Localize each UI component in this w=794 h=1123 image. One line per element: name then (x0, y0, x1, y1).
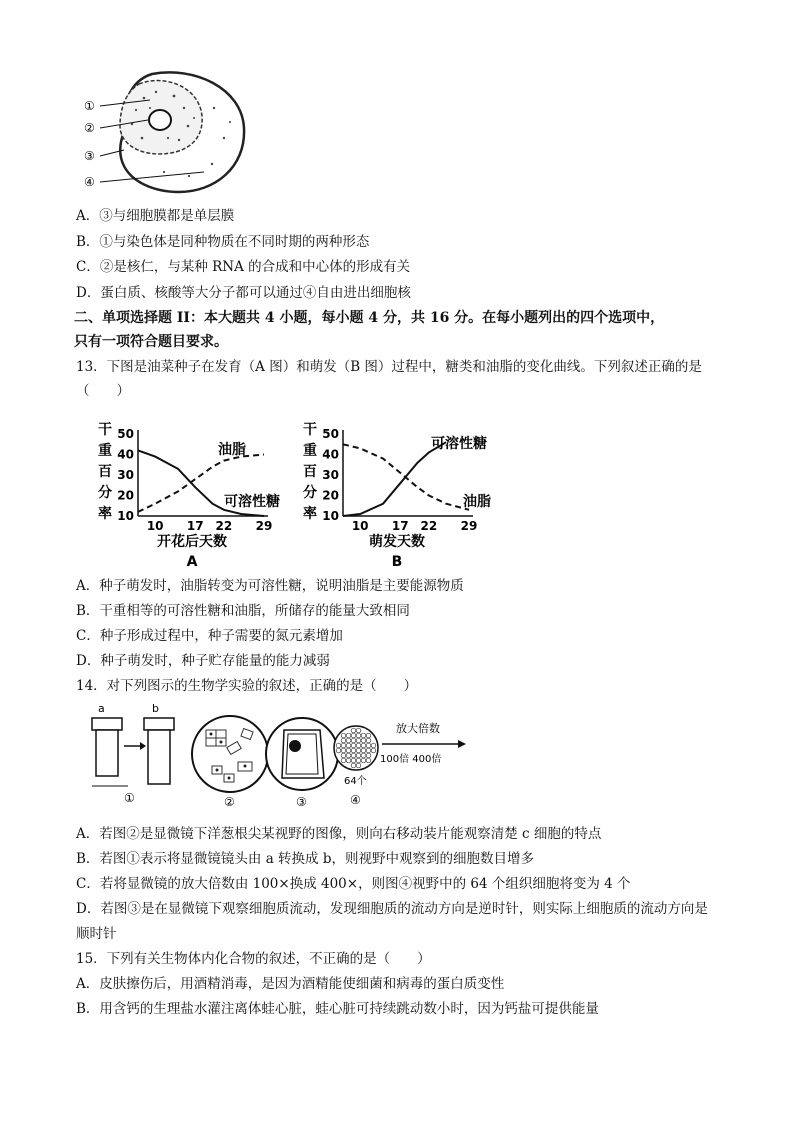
series-label: 可溶性糖 (224, 494, 280, 510)
q12-option-a: A．③与细胞膜都是单层膜 (76, 208, 235, 224)
tissue-cell (341, 743, 346, 748)
y-tick-label: 40 (322, 447, 339, 462)
tissue-cell (336, 748, 341, 753)
tissue-cell (361, 758, 366, 763)
x-tick-label: 17 (391, 519, 409, 533)
q14-option-a: A．若图②是显微镜下洋葱根尖某视野的图像，则向右移动装片能观察清楚 c 细胞的特点 (76, 826, 602, 842)
tissue-cell (346, 738, 351, 743)
tissue-cell (341, 733, 346, 738)
tissue-cell (351, 763, 356, 768)
y-axis-label-char: 率 (303, 506, 317, 522)
objective-lens-b (148, 730, 170, 784)
x-tick-label: 29 (460, 519, 478, 533)
y-tick-label: 30 (322, 468, 339, 482)
tissue-cell (361, 748, 366, 753)
q14-option-d-cont: 顺时针 (76, 926, 117, 942)
x-tick-label: 17 (186, 519, 204, 533)
tissue-cell (361, 733, 366, 738)
tissue-cell (361, 743, 366, 748)
lens-b-label: b (152, 702, 159, 715)
tissue-cell (341, 753, 346, 758)
magnification-title: 放大倍数 (396, 722, 440, 735)
x-axis-label: 开花后天数 (157, 534, 227, 550)
objective-lens-a (96, 730, 118, 776)
lens-a-label: a (98, 702, 105, 715)
tissue-cell (356, 748, 361, 753)
x-tick-label: 22 (215, 519, 233, 533)
y-tick-label: 10 (117, 509, 134, 523)
y-axis-label-char: 重 (303, 443, 317, 459)
label-3: ③ (84, 149, 95, 163)
label-2: ② (84, 121, 95, 135)
tissue-cell (366, 748, 371, 753)
fig-number-4: ④ (350, 793, 361, 807)
y-axis-label-char: 率 (98, 506, 112, 522)
series-label: 油脂 (463, 494, 491, 510)
y-tick-label: 50 (322, 427, 339, 441)
y-axis-label-char: 分 (303, 485, 317, 501)
cell-count-label: 64个 (344, 776, 367, 787)
y-axis-label-char: 百 (303, 464, 317, 480)
tissue-cell (351, 748, 356, 753)
series-label: 可溶性糖 (431, 436, 487, 452)
tissue-cell (346, 758, 351, 763)
x-tick-label: 10 (351, 519, 369, 533)
tissue-cell (366, 758, 371, 763)
q13-option-b: B．干重相等的可溶性糖和油脂，所储存的能量大致相同 (76, 603, 410, 619)
q12-option-b: B．①与染色体是同种物质在不同时期的两种形态 (76, 234, 370, 250)
tissue-cell (351, 733, 356, 738)
tissue-cell (366, 743, 371, 748)
chart-title: B (391, 554, 403, 570)
y-tick-label: 20 (322, 488, 339, 503)
y-tick-label: 50 (117, 427, 134, 441)
q13-option-a: A．种子萌发时，油脂转变为可溶性糖，说明油脂是主要能源物质 (76, 578, 464, 594)
tissue-cell (351, 753, 356, 758)
tissue-cell (351, 728, 356, 733)
tissue-cell (346, 743, 351, 748)
y-tick-label: 20 (117, 488, 134, 503)
tissue-cell (341, 758, 346, 763)
q15-stem: 15．下列有关生物体内化合物的叙述，不正确的是（ ） (76, 951, 431, 967)
section2-heading-line1: 二、单项选择题 II：本大题共 4 小题，每小题 4 分，共 16 分。在每小题列出的四个选项中， (74, 310, 665, 326)
tissue-cell (341, 748, 346, 753)
tissue-cell (341, 738, 346, 743)
tissue-cell (366, 733, 371, 738)
tissue-cell (346, 733, 351, 738)
q15-option-b: B．用含钙的生理盐水灌注离体蛙心脏，蛙心脏可持续跳动数小时，因为钙盐可提供能量 (76, 1001, 599, 1017)
tissue-cell (356, 733, 361, 738)
tissue-cell (356, 743, 361, 748)
series-line-sugar (343, 442, 446, 516)
chart-title: A (186, 554, 198, 570)
tissue-cell (371, 743, 376, 748)
tissue-cell (371, 748, 376, 753)
section2-heading-line2: 只有一项符合题目要求。 (74, 334, 228, 350)
y-axis-label-char: 分 (98, 485, 112, 501)
tissue-cell (356, 738, 361, 743)
q12-option-c: C．②是核仁，与某种 RNA 的合成和中心体的形成有关 (76, 259, 411, 275)
magnification-values: 100倍 400倍 (380, 754, 442, 765)
q12-option-d: D．蛋白质、核酸等大分子都可以通过④自由进出细胞核 (76, 285, 411, 301)
y-axis-label-char: 干 (303, 422, 317, 438)
x-tick-label: 22 (420, 519, 438, 533)
tissue-cell (356, 758, 361, 763)
y-tick-label: 10 (322, 509, 339, 523)
q15-option-a: A．皮肤擦伤后，用酒精消毒，是因为酒精能使细菌和病毒的蛋白质变性 (76, 976, 505, 992)
x-axis-label: 萌发天数 (369, 534, 425, 550)
q14-option-b: B．若图①表示将显微镜镜头由 a 转换成 b，则视野中观察到的细胞数目增多 (76, 851, 534, 867)
tissue-cell (356, 763, 361, 768)
q13-stem: 13．下图是油菜种子在发育（A 图）和萌发（B 图）过程中，糖类和油脂的变化曲线。下列叙述正确的是 (76, 359, 702, 375)
tissue-cell (366, 753, 371, 758)
series-label: 油脂 (218, 442, 246, 458)
fig-number-2: ② (224, 795, 235, 809)
tissue-cell (361, 738, 366, 743)
microscope-field-4 (334, 726, 378, 770)
y-axis-label-char: 重 (98, 443, 112, 459)
x-tick-label: 10 (146, 519, 164, 533)
tissue-cell (361, 753, 366, 758)
q13-option-d: D．种子萌发时，种子贮存能量的能力减弱 (76, 653, 330, 669)
q14-figure (88, 700, 468, 810)
q14-option-d: D．若图③是在显微镜下观察细胞质流动，发现细胞质的流动方向是逆时针，则实际上细胞质的流动方向是 (76, 901, 708, 917)
y-axis-label-char: 干 (98, 422, 112, 438)
y-tick-label: 40 (117, 447, 134, 462)
fig-number-1: ① (124, 791, 135, 805)
q14-option-c: C．若将显微镜的放大倍数由 100×换成 400×，则图④视野中的 64 个组织细胞将变为 4 个 (76, 876, 631, 892)
series-line-oil (343, 444, 469, 510)
tissue-cell (366, 738, 371, 743)
y-axis-label-char: 百 (98, 464, 112, 480)
q14-stem: 14．对下列图示的生物学实验的叙述，正确的是（ ） (76, 678, 418, 694)
label-4: ④ (84, 175, 95, 189)
tissue-cell (351, 758, 356, 763)
label-1: ① (84, 99, 95, 113)
tissue-cell (356, 753, 361, 758)
fig-number-3: ③ (296, 795, 307, 809)
tissue-cell (346, 748, 351, 753)
tissue-cell (356, 728, 361, 733)
q13-stem-paren: （ ） (76, 383, 130, 399)
nucleus-figure (84, 68, 254, 198)
tissue-cell (346, 753, 351, 758)
q13-option-c: C．种子形成过程中，种子需要的氮元素增加 (76, 628, 343, 644)
tissue-cell (351, 738, 356, 743)
y-tick-label: 30 (117, 468, 134, 482)
q13-charts (96, 420, 516, 570)
tissue-cell (351, 743, 356, 748)
x-tick-label: 29 (255, 519, 273, 533)
tissue-cell (336, 743, 341, 748)
